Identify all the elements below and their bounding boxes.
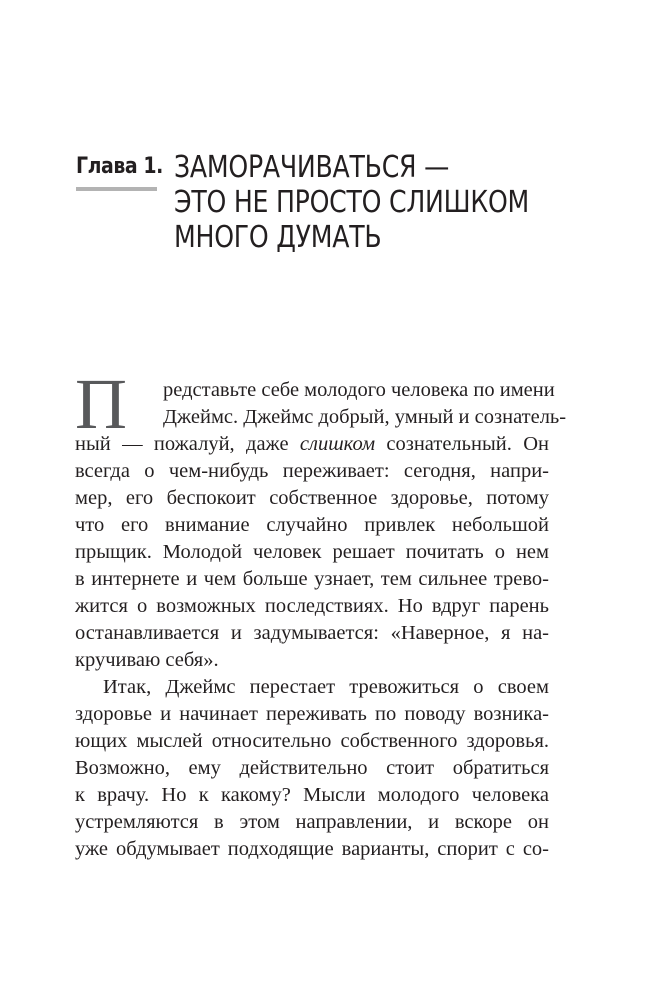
text-span: ный — пожалуй, даже — [75, 433, 300, 455]
text-line: останавливается и задумывается: «Наверное, я на- — [75, 622, 549, 644]
italic-emphasis: слишком — [299, 433, 376, 455]
text-line: жится о возможных последствиях. Но вдруг парень — [75, 595, 549, 617]
text-line: всегда о чем-нибудь переживает: сегодня, напри- — [75, 460, 549, 482]
text-line: в интернете и чем больше узнает, тем сильнее трево- — [75, 568, 549, 590]
chapter-title — [174, 150, 529, 255]
chapter-label-underline — [76, 187, 157, 191]
text-line: ющих мыслей относительно собственного здоровья. — [75, 730, 549, 752]
text-line: здоровье и начинает переживать по поводу возника- — [75, 703, 549, 725]
chapter-number-label: Глава 1. — [76, 154, 163, 179]
chapter-title-line: ЗАМОРАЧИВАТЬСЯ — — [174, 150, 450, 185]
text-line: уже обдумывает подходящие варианты, спорит с со- — [75, 838, 549, 860]
text-line: к врачу. Но к какому? Мысли молодого человека — [75, 784, 549, 806]
text-line: редставьте себе молодого человека по имени — [163, 379, 555, 401]
chapter-title-line: ЭТО НЕ ПРОСТО СЛИШКОМ — [174, 185, 530, 220]
text-span: сознательный. Он — [375, 433, 549, 455]
text-line — [75, 431, 549, 458]
text-line: Итак, Джеймс перестает тревожиться о своем — [103, 676, 549, 698]
chapter-title-line: МНОГО ДУМАТЬ — [174, 220, 382, 255]
drop-cap: П — [75, 364, 127, 444]
text-line: устремляются в этом направлении, и вскоре он — [75, 811, 549, 833]
text-line: прыщик. Молодой человек решает почитать о нем — [75, 541, 549, 563]
body-text — [75, 364, 567, 863]
text-line: Джеймс. Джеймс добрый, умный и сознатель- — [163, 406, 567, 428]
text-line: мер, его беспокоит собственное здоровье, потому — [75, 487, 549, 509]
text-line: Возможно, ему действительно стоит обратиться — [75, 757, 549, 779]
text-line: кручиваю себя». — [75, 649, 219, 671]
text-line: что его внимание случайно привлек небольшой — [75, 514, 549, 536]
